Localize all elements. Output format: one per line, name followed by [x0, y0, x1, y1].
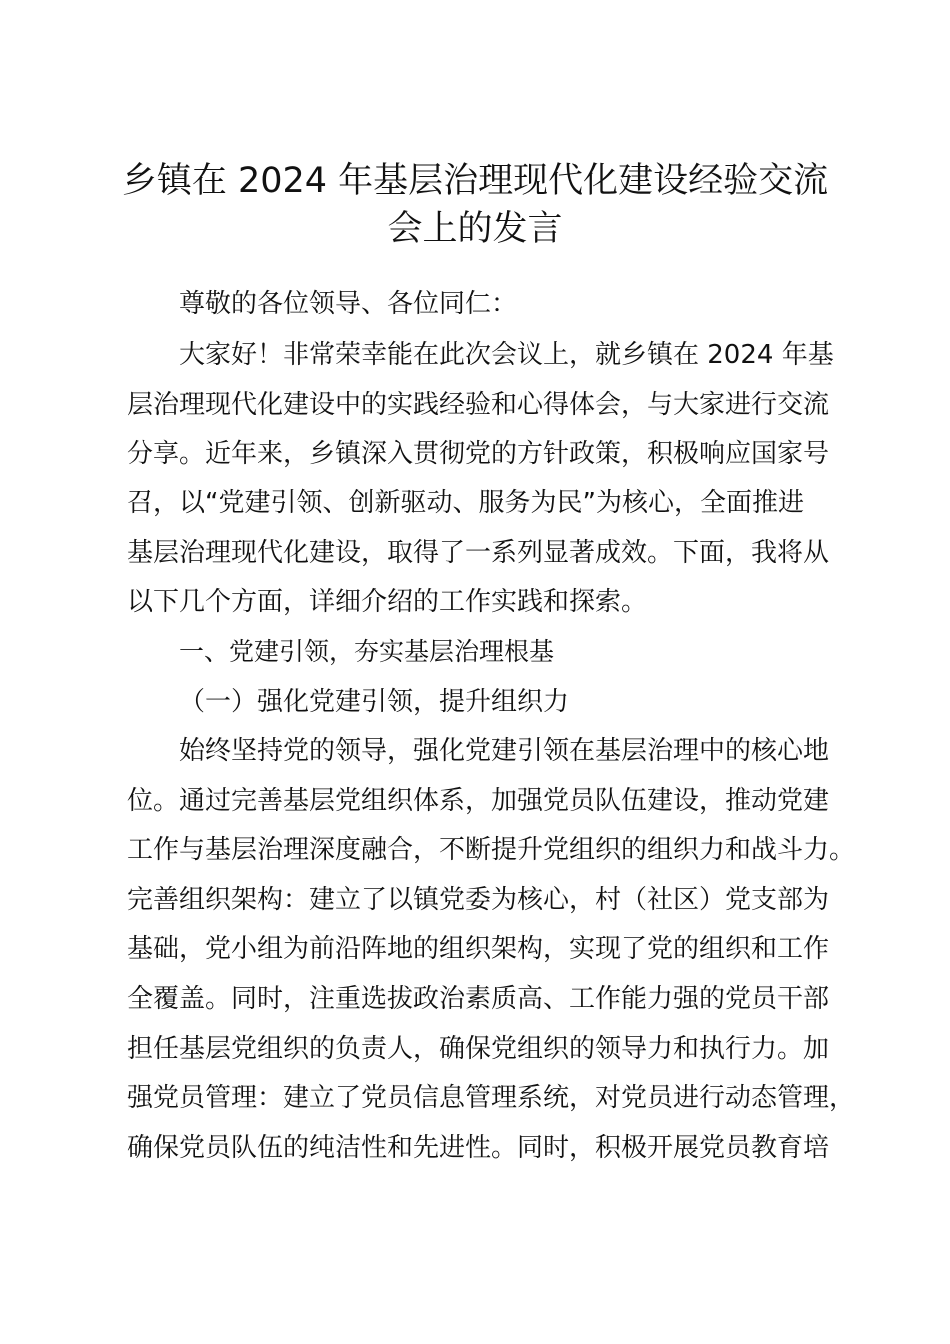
intro-line-1: 大家好！非常荣幸能在此次会议上，就乡镇在 2024 年基 [179, 340, 834, 370]
document-title-line-1: 乡镇在 2024 年基层治理现代化建设经验交流 [121, 161, 829, 201]
body-line-1: 始终坚持党的领导，强化党建引领在基层治理中的核心地 [179, 736, 830, 766]
intro-line-3: 分享。近年来，乡镇深入贯彻党的方针政策，积极响应国家号 [127, 439, 830, 469]
body-line-2: 位。通过完善基层党组织体系，加强党员队伍建设，推动党建 [127, 786, 830, 816]
intro-line-4: 召，以“党建引领、创新驱动、服务为民”为核心，全面推进 [127, 488, 804, 518]
intro-line-6: 以下几个方面，详细介绍的工作实践和探索。 [127, 587, 648, 617]
body-line-9: 确保党员队伍的纯洁性和先进性。同时，积极开展党员教育培 [127, 1133, 830, 1163]
document-title-line-2: 会上的发言 [387, 209, 563, 249]
body-line-7: 担任基层党组织的负责人，确保党组织的领导力和执行力。加 [127, 1034, 830, 1064]
intro-line-5: 基层治理现代化建设，取得了一系列显著成效。下面，我将从 [127, 538, 830, 568]
body-line-4: 完善组织架构：建立了以镇党委为核心，村（社区）党支部为 [127, 885, 830, 915]
body-line-3: 工作与基层治理深度融合，不断提升党组织的组织力和战斗力。 [127, 835, 856, 865]
section-heading: 一、党建引领，夯实基层治理根基 [179, 637, 555, 666]
body-line-8: 强党员管理：建立了党员信息管理系统，对党员进行动态管理， [127, 1083, 856, 1113]
body-line-5: 基础，党小组为前沿阵地的组织架构，实现了党的组织和工作 [127, 934, 830, 964]
subsection-heading: （一）强化党建引领，提升组织力 [179, 687, 570, 717]
intro-line-2: 层治理现代化建设中的实践经验和心得体会，与大家进行交流 [127, 390, 830, 420]
body-line-6: 全覆盖。同时，注重选拔政治素质高、工作能力强的党员干部 [127, 984, 830, 1014]
salutation: 尊敬的各位领导、各位同仁： [179, 289, 518, 319]
